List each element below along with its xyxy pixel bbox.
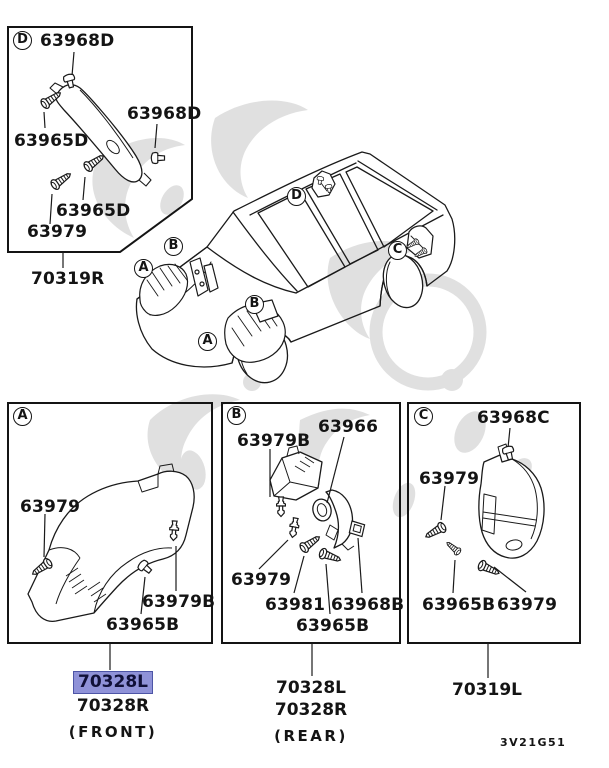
box-a-caption-block <box>51 671 175 741</box>
box-c <box>408 403 580 678</box>
part-label: 63979 <box>231 570 292 590</box>
car-badge-a-front: A <box>134 259 153 278</box>
part-label: 63965B <box>296 616 370 636</box>
part-label: 63979 <box>497 595 558 615</box>
box-c-letter-badge: C <box>414 407 433 426</box>
location-label: (REAR) <box>274 727 348 745</box>
part-label: 63968B <box>331 595 405 615</box>
part-label: 63968D <box>40 31 115 51</box>
pin-icon <box>288 517 300 538</box>
car-badge-a-wheel: A <box>198 332 217 351</box>
rivet-icon <box>444 539 462 556</box>
car-badge-b-wheel: B <box>245 295 264 314</box>
grommet-icon <box>151 153 164 164</box>
part-label: 63979B <box>237 431 311 451</box>
car-badge-b-front: B <box>164 237 183 256</box>
part-label: 63979B <box>142 592 216 612</box>
part-label: 63981 <box>265 595 326 615</box>
part-label: 63965B <box>106 615 180 635</box>
part-label: 63979 <box>27 222 88 242</box>
part-label: 63968C <box>477 408 550 428</box>
box-b-caption-block <box>249 678 373 745</box>
location-label: (FRONT) <box>68 723 158 741</box>
part-label: 63965D <box>14 131 89 151</box>
part-number-highlighted[interactable]: 70328L <box>73 671 153 694</box>
car-badge-d-roof: D <box>287 187 306 206</box>
part-label: 63979 <box>20 497 81 517</box>
part-number: 70328L <box>276 678 346 698</box>
grommet-icon <box>502 445 516 461</box>
box-d-letter-badge: D <box>13 31 32 50</box>
part-number: 70328R <box>76 696 150 716</box>
car-part-rear-guard <box>405 226 433 259</box>
part-number: 70319L <box>452 680 522 700</box>
screw-icon <box>423 521 447 541</box>
car-badge-c-rear: C <box>388 241 407 260</box>
part-label: 63965B <box>422 595 496 615</box>
box-b-letter-badge: B <box>227 406 246 425</box>
pin-icon <box>277 497 286 517</box>
part-label: 63965D <box>56 201 131 221</box>
diagram-code: 3V21G51 <box>500 736 567 749</box>
screw-icon <box>298 533 322 554</box>
car-cowl <box>207 247 296 293</box>
part-number-caption: 70319R <box>31 269 105 289</box>
part-c-mud-guard <box>479 444 544 558</box>
part-label: 63968D <box>127 104 202 124</box>
screw-icon <box>477 559 501 578</box>
screw-icon <box>49 170 73 191</box>
box-a-letter-badge: A <box>13 407 32 426</box>
part-label: 63966 <box>318 417 379 437</box>
part-label: 63979 <box>419 469 480 489</box>
box-c-caption-block <box>425 680 549 700</box>
bolt-icon <box>318 547 342 565</box>
clip-icon <box>349 521 365 537</box>
car-rear-pillar <box>358 161 437 210</box>
part-number: 70328R <box>274 700 348 720</box>
